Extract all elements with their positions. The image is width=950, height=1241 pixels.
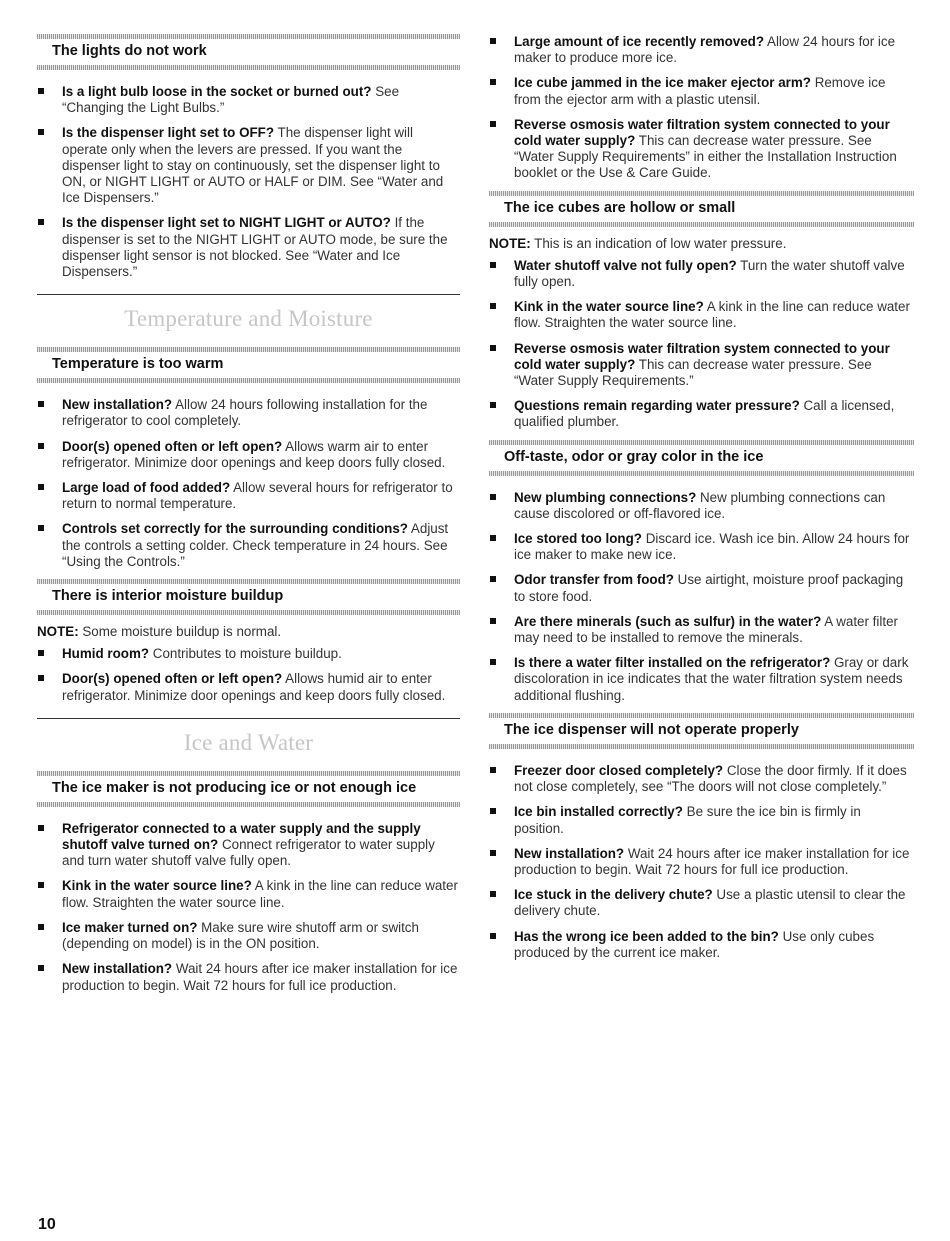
list-item xyxy=(489,398,914,430)
page-number: 10 xyxy=(38,1216,56,1233)
list-item xyxy=(37,439,460,471)
answer-text: If the dispenser is set to the NIGHT LIGHT or AUTO mode, be sure the dispenser light sensor is not blocked. See “Water and Ice Dispensers.” xyxy=(62,215,448,280)
problem-heading: Off-taste, odor or gray color in the ice xyxy=(504,448,764,465)
heading-rule xyxy=(37,65,460,70)
question-text: New plumbing connections? xyxy=(514,489,697,505)
problem-list xyxy=(37,646,460,704)
answer-text: See “Changing the Light Bulbs.” xyxy=(62,84,400,116)
list-item xyxy=(489,341,914,390)
problem-group xyxy=(37,34,460,280)
heading-rule xyxy=(489,744,914,749)
section-title-temperature-moisture: Temperature and Moisture xyxy=(37,294,460,347)
answer-text: Allows warm air to enter refrigerator. Minimize door openings and keep doors fully closed. xyxy=(62,438,446,470)
question-text: Freezer door closed completely? xyxy=(514,762,724,778)
list-item xyxy=(489,572,914,604)
list-item xyxy=(489,490,914,522)
problem-heading-block xyxy=(37,776,460,802)
answer-text: Use only cubes produced by the current ice maker. xyxy=(514,928,875,960)
answer-text: Use airtight, moisture proof packaging to store food. xyxy=(514,572,904,604)
problem-list xyxy=(489,490,914,704)
problem-heading-block xyxy=(37,352,460,378)
answer-text: Adjust the controls a setting colder. Check temperature in 24 hours. See “Using the Controls.” xyxy=(62,521,449,569)
answer-text: Be sure the ice bin is firmly in position. xyxy=(514,804,861,836)
note xyxy=(37,624,460,640)
list-item xyxy=(37,480,460,512)
list-item xyxy=(37,821,460,870)
question-text: Large load of food added? xyxy=(62,480,231,496)
problem-heading: The lights do not work xyxy=(52,43,207,59)
question-text: Is a light bulb loose in the socket or burned out? xyxy=(62,84,372,99)
answer-text: This can decrease water pressure. See “Water Supply Requirements” in either the Installation Instruction booklet or the Use & Care Guide. xyxy=(514,133,897,181)
list-item xyxy=(489,804,914,836)
question-text: Reverse osmosis water filtration system connected to your cold water supply? xyxy=(514,340,890,372)
problem-group xyxy=(37,347,460,570)
question-text: Ice stuck in the delivery chute? xyxy=(514,887,713,903)
problem-heading-block xyxy=(489,196,914,222)
right-column xyxy=(489,34,914,970)
answer-text: Wait 24 hours after ice maker installation for ice production to begin. Wait 72 hours for full ice production. xyxy=(62,961,458,993)
problem-group xyxy=(37,579,460,704)
answer-text: Allow 24 hours for ice maker to produce more ice. xyxy=(514,34,896,66)
answer-text: Allow 24 hours following installation for the refrigerator to cool completely. xyxy=(62,397,428,429)
answer-text: A water filter may need to be installed to remove the minerals. xyxy=(514,613,898,646)
list-item xyxy=(489,614,914,646)
question-text: Has the wrong ice been added to the bin? xyxy=(514,928,779,944)
problem-group xyxy=(489,713,914,961)
answer-text: Allow several hours for refrigerator to return to normal temperature. xyxy=(62,480,453,512)
problem-group xyxy=(37,771,460,994)
question-text: Humid room? xyxy=(62,646,150,662)
heading-rule xyxy=(37,802,460,807)
heading-rule xyxy=(37,378,460,383)
problem-list xyxy=(489,763,914,961)
question-text: Odor transfer from food? xyxy=(514,572,674,588)
problem-heading-block xyxy=(489,718,914,744)
ice-maker-section xyxy=(37,771,460,994)
problem-list xyxy=(37,821,460,994)
answer-text: Remove ice from the ejector arm with a plastic utensil. xyxy=(514,75,886,107)
answer-text: Discard ice. Wash ice bin. Allow 24 hours for ice maker to make new ice. xyxy=(514,531,910,563)
problem-list xyxy=(489,258,914,431)
problem-heading-block xyxy=(37,584,460,610)
question-text: Ice maker turned on? xyxy=(62,919,198,935)
left-column xyxy=(37,34,460,1003)
problem-heading: There is interior moisture buildup xyxy=(52,588,284,605)
question-text: Ice cube jammed in the ice maker ejector arm? xyxy=(514,75,811,91)
answer-text: Wait 24 hours after ice maker installation for ice production to begin. Wait 72 hours for full ice production. xyxy=(514,845,910,877)
problem-group xyxy=(489,191,914,431)
list-item xyxy=(489,763,914,795)
list-item xyxy=(489,929,914,961)
heading-rule xyxy=(489,222,914,227)
question-text: Door(s) opened often or left open? xyxy=(62,438,283,454)
list-item xyxy=(37,125,460,206)
lights-section xyxy=(37,34,460,280)
question-text: Controls set correctly for the surrounding conditions? xyxy=(62,521,408,537)
list-item xyxy=(489,75,914,107)
question-text: New installation? xyxy=(62,961,173,977)
list-item xyxy=(37,878,460,910)
answer-text: Allows humid air to enter refrigerator. Minimize door openings and keep doors fully closed. xyxy=(62,671,446,703)
question-text: Door(s) opened often or left open? xyxy=(62,671,283,687)
list-item xyxy=(489,258,914,290)
question-text: Questions remain regarding water pressure? xyxy=(514,398,800,414)
answer-text: Call a licensed, qualified plumber. xyxy=(514,398,895,430)
question-text: Kink in the water source line? xyxy=(514,299,704,315)
problem-list xyxy=(37,397,460,570)
section-title-ice-water: Ice and Water xyxy=(37,718,460,771)
answer-text: Use a plastic utensil to clear the delivery chute. xyxy=(514,887,906,919)
answer-text: Turn the water shutoff valve fully open. xyxy=(514,257,905,290)
list-item xyxy=(37,215,460,280)
question-text: Kink in the water source line? xyxy=(62,878,252,894)
list-item xyxy=(37,920,460,952)
answer-text: New plumbing connections can cause discolored or off-flavored ice. xyxy=(514,489,886,521)
question-text: Reverse osmosis water filtration system connected to your cold water supply? xyxy=(514,116,890,149)
list-item xyxy=(37,84,460,116)
list-item xyxy=(489,34,914,66)
right-groups xyxy=(489,191,914,961)
answer-text: Make sure wire shutoff arm or switch (depending on model) is in the ON position. xyxy=(62,919,419,952)
answer-text: Contributes to moisture buildup. xyxy=(149,646,342,662)
list-item xyxy=(489,117,914,182)
list-item xyxy=(37,671,460,703)
question-text: New installation? xyxy=(514,845,625,861)
question-text: Is the dispenser light set to OFF? xyxy=(62,125,275,141)
note-label: NOTE: xyxy=(37,624,79,640)
list-item xyxy=(37,397,460,429)
ice-maker-continued-list xyxy=(489,34,914,182)
answer-text: A kink in the line can reduce water flow. Straighten the water source line. xyxy=(62,878,458,910)
heading-rule xyxy=(37,610,460,615)
question-text: Are there minerals (such as sulfur) in the water? xyxy=(514,613,822,629)
problem-heading: The ice cubes are hollow or small xyxy=(504,199,736,216)
list-item xyxy=(489,655,914,704)
answer-text: The dispenser light will operate only when the levers are pressed. If you want the dispenser light to stay on continuously, set the dispenser light to ON, or NIGHT LIGHT or AUTO or HALF or DIM. See “Water and Ice Dispensers.” xyxy=(62,125,444,206)
heading-rule xyxy=(489,471,914,476)
answer-text: Close the door firmly. If it does not close completely, see “The doors will not close completely.” xyxy=(514,762,907,795)
answer-text: A kink in the line can reduce water flow. Straighten the water source line. xyxy=(514,299,910,331)
note-text: This is an indication of low water pressure. xyxy=(530,235,787,251)
list-item xyxy=(37,521,460,570)
list-item xyxy=(489,531,914,563)
question-text: Large amount of ice recently removed? xyxy=(514,34,765,49)
answer-text: Gray or dark discoloration in ice indicates that the water filtration system needs additional flushing. xyxy=(514,655,909,703)
question-text: New installation? xyxy=(62,397,173,413)
list-item xyxy=(489,299,914,331)
question-text: Refrigerator connected to a water supply and the supply shutoff valve turned on? xyxy=(62,820,421,853)
note xyxy=(489,236,914,252)
question-text: Ice stored too long? xyxy=(514,531,642,547)
answer-text: This can decrease water pressure. See “Water Supply Requirements.” xyxy=(514,356,872,389)
temperature-section xyxy=(37,347,460,704)
note-label: NOTE: xyxy=(489,235,531,251)
question-text: Is the dispenser light set to NIGHT LIGHT or AUTO? xyxy=(62,215,391,231)
problem-list xyxy=(37,84,460,280)
problem-heading-block xyxy=(37,39,460,65)
problem-heading: Temperature is too warm xyxy=(52,356,224,373)
list-item xyxy=(489,887,914,919)
answer-text: Connect refrigerator to water supply and turn water shutoff valve fully open. xyxy=(62,837,435,869)
question-text: Is there a water filter installed on the refrigerator? xyxy=(514,655,831,671)
list-item xyxy=(489,846,914,878)
question-text: Water shutoff valve not fully open? xyxy=(514,257,737,273)
note-text: Some moisture buildup is normal. xyxy=(78,624,282,640)
problem-heading: The ice maker is not producing ice or not enough ice xyxy=(52,779,417,796)
question-text: Ice bin installed correctly? xyxy=(514,804,683,820)
problem-heading-block xyxy=(489,445,914,471)
list-item xyxy=(37,646,460,662)
problem-heading: The ice dispenser will not operate properly xyxy=(504,721,799,738)
list-item xyxy=(37,961,460,993)
problem-group xyxy=(489,440,914,704)
